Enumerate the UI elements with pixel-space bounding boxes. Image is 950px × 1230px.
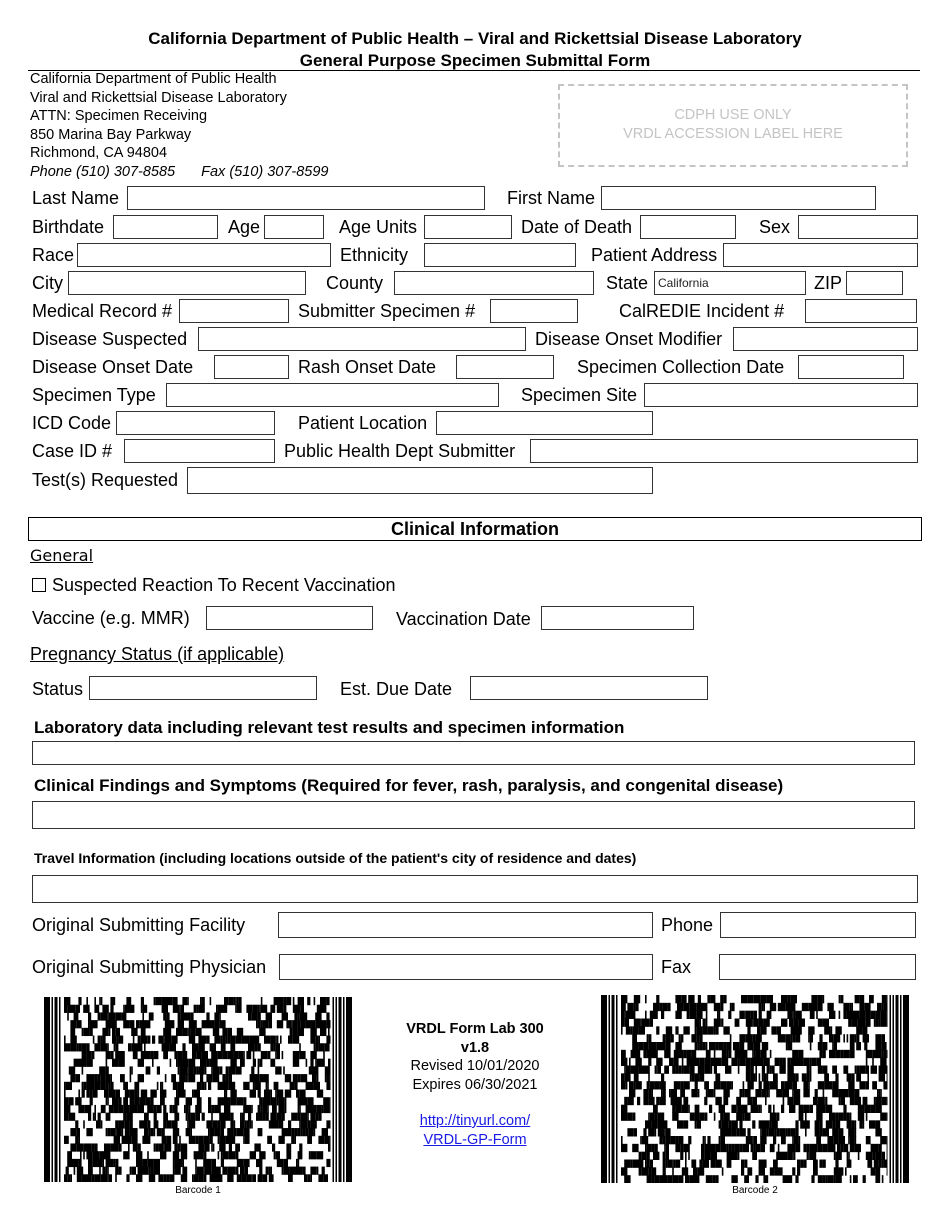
calredie-input[interactable] bbox=[805, 299, 917, 323]
city-input[interactable] bbox=[68, 271, 306, 295]
patient-address-input[interactable] bbox=[723, 243, 918, 267]
medical-record-input[interactable] bbox=[179, 299, 289, 323]
specimen-site-label: Specimen Site bbox=[521, 385, 638, 405]
sex-input[interactable] bbox=[798, 215, 918, 239]
county-input[interactable] bbox=[394, 271, 594, 295]
zip-label: ZIP bbox=[814, 273, 843, 293]
vaccination-date-label: Vaccination Date bbox=[396, 609, 531, 629]
orig-facility-label: Original Submitting Facility bbox=[32, 915, 246, 935]
case-id-input[interactable] bbox=[124, 439, 275, 463]
form-title: California Department of Public Health – Viral and Rickettsial Disease Laboratory bbox=[148, 29, 802, 48]
clinical-info-header: Clinical Information bbox=[28, 517, 922, 541]
address-line: Viral and Rickettsial Disease Laboratory bbox=[30, 89, 287, 106]
lab-fax: Fax (510) 307-8599 bbox=[201, 163, 329, 180]
stamp-line: VRDL ACCESSION LABEL HERE bbox=[623, 126, 843, 142]
barcode-1-image bbox=[44, 997, 352, 1182]
barcode-pattern bbox=[601, 995, 909, 1183]
disease-onset-date-label: Disease Onset Date bbox=[32, 357, 194, 377]
est-due-date-label: Est. Due Date bbox=[340, 679, 453, 699]
disease-suspected-input[interactable] bbox=[198, 327, 526, 351]
travel-info-heading: Travel Information (including locations outside of the patient's city of residence and dates) bbox=[34, 850, 637, 866]
patient-location-label: Patient Location bbox=[298, 413, 428, 433]
address-line: Richmond, CA 94804 bbox=[30, 145, 168, 161]
specimen-collection-date-label: Specimen Collection Date bbox=[577, 357, 785, 377]
disease-onset-date-input[interactable] bbox=[214, 355, 289, 379]
age-input[interactable] bbox=[264, 215, 324, 239]
accession-label-area bbox=[558, 84, 908, 167]
disease-onset-modifier-label: Disease Onset Modifier bbox=[535, 329, 723, 349]
lab-data-input[interactable] bbox=[32, 741, 915, 765]
phd-submitter-label: Public Health Dept Submitter bbox=[284, 441, 516, 461]
form-identification bbox=[375, 1020, 575, 1149]
last-name-label: Last Name bbox=[32, 188, 120, 208]
vaccine-label: Vaccine (e.g. MMR) bbox=[32, 608, 190, 628]
form-link-line: VRDL-GP-Form bbox=[423, 1131, 527, 1148]
specimen-collection-date-input[interactable] bbox=[798, 355, 904, 379]
state-label: State bbox=[606, 273, 649, 293]
form-name: VRDL Form Lab 300 bbox=[406, 1021, 544, 1037]
icd-code-label: ICD Code bbox=[32, 413, 112, 433]
ethnicity-label: Ethnicity bbox=[340, 245, 409, 265]
orig-physician-input[interactable] bbox=[279, 954, 653, 980]
clinical-findings-heading: Clinical Findings and Symptoms (Required for fever, rash, paralysis, and congenital disease) bbox=[34, 776, 784, 795]
last-name-input[interactable] bbox=[127, 186, 485, 210]
form-link-line: http://tinyurl.com/ bbox=[419, 1113, 531, 1129]
form-link[interactable] bbox=[375, 1112, 575, 1149]
zip-input[interactable] bbox=[846, 271, 903, 295]
race-input[interactable] bbox=[77, 243, 331, 267]
age-units-input[interactable] bbox=[424, 215, 512, 239]
disease-onset-modifier-input[interactable] bbox=[733, 327, 918, 351]
barcode-2-image bbox=[601, 995, 909, 1183]
ethnicity-input[interactable] bbox=[424, 243, 576, 267]
stamp-line: CDPH USE ONLY bbox=[674, 107, 792, 123]
travel-info-input[interactable] bbox=[32, 875, 918, 903]
age-label: Age bbox=[228, 217, 261, 237]
lab-address bbox=[30, 70, 328, 181]
suspected-reaction-checkbox[interactable] bbox=[32, 578, 46, 592]
barcode-2-label: Barcode 2 bbox=[732, 1185, 778, 1196]
address-line: 850 Marina Bay Parkway bbox=[30, 126, 192, 143]
general-heading: General bbox=[30, 546, 94, 565]
phd-submitter-input[interactable] bbox=[530, 439, 918, 463]
lab-contact bbox=[30, 163, 328, 182]
vaccination-date-input[interactable] bbox=[541, 606, 694, 630]
specimen-type-input[interactable] bbox=[166, 383, 499, 407]
rash-onset-date-input[interactable] bbox=[456, 355, 554, 379]
disease-suspected-label: Disease Suspected bbox=[32, 329, 188, 349]
physician-fax-input[interactable] bbox=[719, 954, 916, 980]
calredie-label: CalREDIE Incident # bbox=[619, 301, 785, 321]
facility-phone-input[interactable] bbox=[720, 912, 916, 938]
county-label: County bbox=[326, 273, 384, 293]
rash-onset-date-label: Rash Onset Date bbox=[298, 357, 437, 377]
suspected-reaction-row bbox=[32, 574, 396, 596]
submitter-specimen-input[interactable] bbox=[490, 299, 578, 323]
birthdate-input[interactable] bbox=[113, 215, 218, 239]
vaccine-input[interactable] bbox=[206, 606, 373, 630]
physician-fax-label: Fax bbox=[661, 957, 692, 977]
specimen-site-input[interactable] bbox=[644, 383, 918, 407]
birthdate-label: Birthdate bbox=[32, 217, 105, 237]
medical-record-label: Medical Record # bbox=[32, 301, 173, 321]
orig-facility-input[interactable] bbox=[278, 912, 653, 938]
est-due-date-input[interactable] bbox=[470, 676, 708, 700]
date-of-death-label: Date of Death bbox=[521, 217, 633, 237]
age-units-label: Age Units bbox=[339, 217, 418, 237]
patient-address-label: Patient Address bbox=[591, 245, 718, 265]
first-name-label: First Name bbox=[507, 188, 596, 208]
orig-physician-label: Original Submitting Physician bbox=[32, 957, 267, 977]
suspected-reaction-label: Suspected Reaction To Recent Vaccination bbox=[52, 575, 396, 595]
city-label: City bbox=[32, 273, 63, 293]
address-line: ATTN: Specimen Receiving bbox=[30, 108, 208, 124]
status-label: Status bbox=[32, 679, 84, 699]
case-id-label: Case ID # bbox=[32, 441, 113, 461]
barcode-pattern bbox=[44, 997, 352, 1182]
form-revised: Revised 10/01/2020 bbox=[410, 1058, 540, 1074]
barcode-1-label: Barcode 1 bbox=[175, 1185, 221, 1196]
first-name-input[interactable] bbox=[601, 186, 876, 210]
specimen-type-label: Specimen Type bbox=[32, 385, 156, 405]
tests-requested-label: Test(s) Requested bbox=[32, 470, 179, 490]
submitter-specimen-label: Submitter Specimen # bbox=[298, 301, 476, 321]
tests-requested-input[interactable] bbox=[187, 467, 653, 494]
lab-phone: Phone (510) 307-8585 bbox=[30, 163, 176, 180]
form-version: v1.8 bbox=[460, 1039, 490, 1056]
patient-location-input[interactable] bbox=[436, 411, 653, 435]
lab-data-heading: Laboratory data including relevant test results and specimen information bbox=[34, 718, 625, 737]
form-subtitle: General Purpose Specimen Submittal Form bbox=[299, 51, 651, 70]
facility-phone-label: Phone bbox=[661, 915, 714, 935]
icd-code-input[interactable] bbox=[116, 411, 275, 435]
state-input[interactable]: California bbox=[654, 271, 806, 295]
race-label: Race bbox=[32, 245, 75, 265]
form-expires: Expires 06/30/2021 bbox=[412, 1076, 538, 1093]
date-of-death-input[interactable] bbox=[640, 215, 736, 239]
status-input[interactable] bbox=[89, 676, 317, 700]
pregnancy-status-heading: Pregnancy Status (if applicable) bbox=[30, 644, 285, 664]
clinical-findings-input[interactable] bbox=[32, 801, 915, 829]
sex-label: Sex bbox=[759, 217, 791, 237]
address-line: California Department of Public Health bbox=[30, 71, 277, 87]
